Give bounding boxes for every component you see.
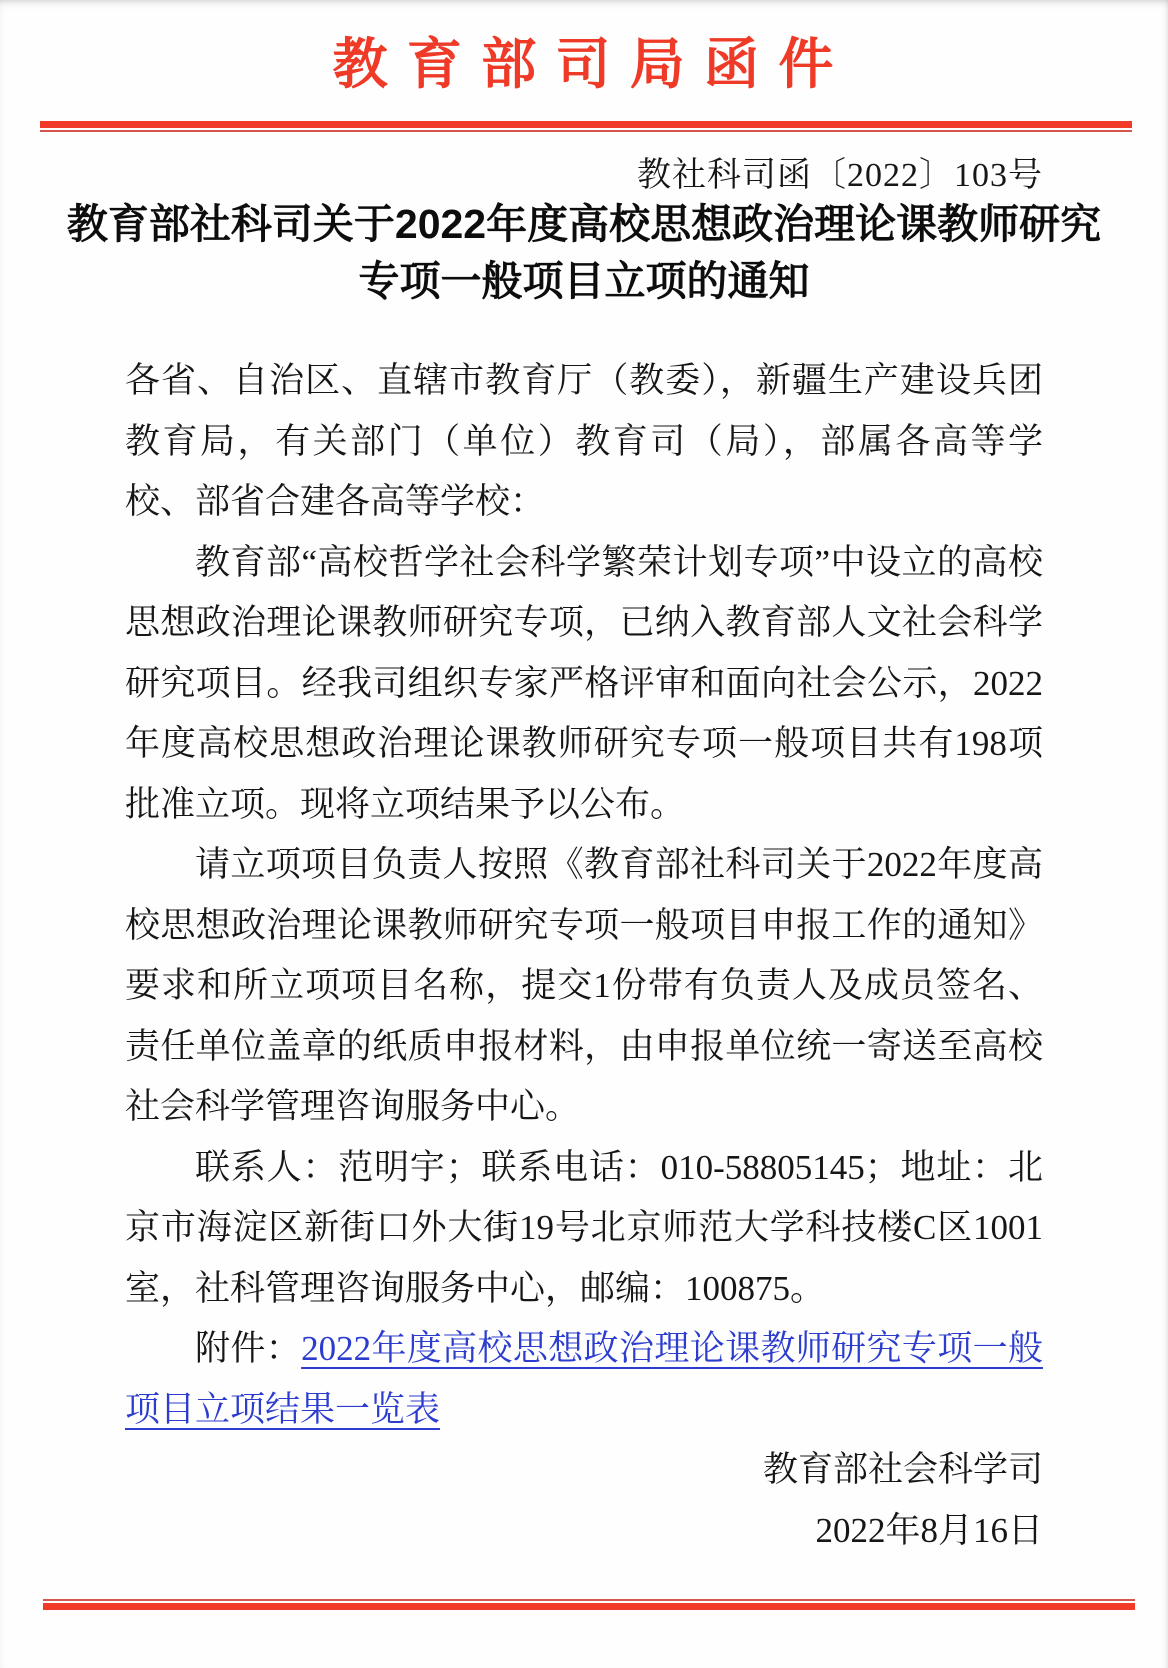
attachment-line (125, 1319, 1043, 1440)
red-divider-bottom (43, 1599, 1135, 1610)
notice-title-line2: 专项一般项目立项的通知 (358, 258, 810, 304)
letter-body (125, 351, 1043, 1561)
issue-date: 2022年8月16日 (815, 1510, 1043, 1550)
paragraph-contact: 联系人：范明宇；联系电话：010-58805145；地址：北京市海淀区新街口外大街19号北京师范大学科技楼C区1001室，社科管理咨询服务中心，邮编：100875。 (125, 1147, 1043, 1308)
red-divider-bottom-thin (43, 1599, 1135, 1601)
signature: 教育部社会科学司 (762, 1450, 1043, 1489)
red-divider-bottom-thick (43, 1603, 1135, 1610)
doc-number: 教社科司函〔2022〕103号 (637, 157, 1043, 194)
notice-title-line1: 教育部社科司关于2022年度高校思想政治理论课教师研究 (66, 201, 1102, 247)
red-divider-top (40, 121, 1132, 132)
attachment-label: 附件： (195, 1329, 302, 1368)
paragraph-requirements: 请立项项目负责人按照《教育部社科司关于2022年度高校思想政治理论课教师研究专项一般项目申报工作的通知》要求和所立项项目名称，提交1份带有负责人及成员签名、责任单位盖章的纸质申报材料，由申报单位统一寄送至高校社会科学管理咨询服务中心。 (125, 845, 1043, 1126)
red-divider-top-thick (40, 121, 1132, 128)
attachment-link[interactable]: 2022年度高校思想政治理论课教师研究专项一般项目立项结果一览表 (125, 1329, 1043, 1429)
red-divider-top-thin (40, 130, 1132, 132)
banner-title: 教 育 部 司 局 函 件 (332, 33, 836, 95)
notice-title (0, 196, 1168, 310)
salutation: 各省、自治区、直辖市教育厅（教委），新疆生产建设兵团教育局，有关部门（单位）教育司（局），部属各高等学校、部省合建各高等学校： (125, 361, 1043, 521)
paragraph-establishment: 教育部“高校哲学社会科学繁荣计划专项”中设立的高校思想政治理论课教师研究专项，已纳入教育部人文社会科学研究项目。经我司组织专家严格评审和面向社会公示，2022年度高校思想政治理论课教师研究专项一般项目共有198项批准立项。现将立项结果予以公布。 (125, 542, 1043, 824)
